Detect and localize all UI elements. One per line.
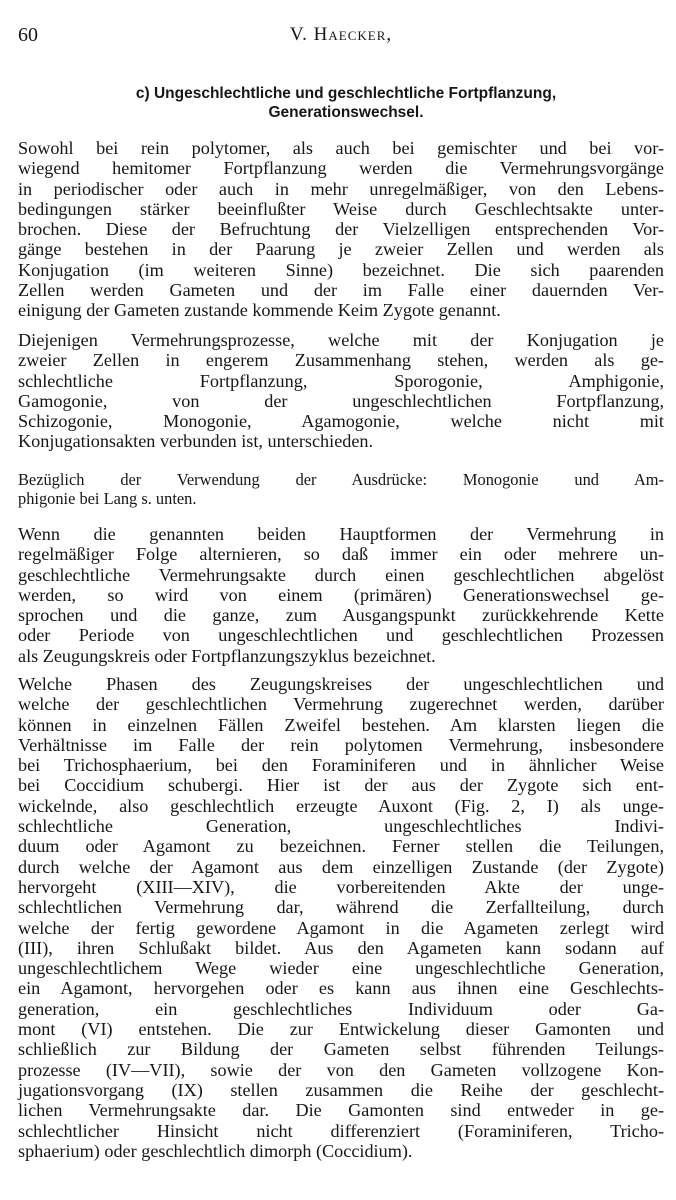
text-line: Diejenigen Vermehrungsprozesse, welche mit der Konjugation je xyxy=(18,330,664,350)
text-line: ungeschlechtlichem Wege wieder eine ungeschlechtliche Generation, xyxy=(18,958,664,979)
text-line: schließlich zur Bildung der Gameten selbst führenden Teilungs- xyxy=(18,1039,664,1060)
text-line: welche der geschlechtlichen Vermehrung zugerechnet werden, darüber xyxy=(18,694,664,715)
paragraph xyxy=(18,674,664,1161)
text-line: sphaerium) oder geschlechtlich dimorph (Coccidium). xyxy=(18,1140,413,1161)
heading-line: Generationswechsel. xyxy=(268,104,424,121)
text-line: Zellen werden Gameten und der im Falle einer dauernden Ver- xyxy=(18,280,664,301)
text-line: bei Trichosphaerium, bei den Foraminiferen und in ähnlicher Weise xyxy=(18,755,664,776)
paragraph xyxy=(18,524,664,666)
text-line: wickelnde, also geschlechtlich erzeugte Auxont (Fig. 2, I) als unge- xyxy=(18,795,664,816)
text-line: Wenn die genannten beiden Hauptformen der Vermehrung in xyxy=(18,524,664,544)
text-line: schlechtliche Generation, ungeschlechtliches Indivi- xyxy=(18,816,664,837)
text-line: phigonie bei Lang s. unten. xyxy=(18,489,197,508)
text-line: bedingungen stärker beeinflußter Weise durch Geschlechtsakte unter- xyxy=(18,198,664,219)
text-line: in periodischer oder auch in mehr unregelmäßiger, von den Lebens- xyxy=(18,178,664,199)
text-line: schlechtliche Fortpflanzung, Sporogonie, Amphigonie, xyxy=(18,370,664,391)
text-line: regelmäßiger Folge alternieren, so daß immer ein oder mehrere un- xyxy=(18,544,664,565)
text-line: welche der fertig gewordene Agamont in die Agameten zerlegt wird xyxy=(18,917,664,938)
text-line: Konjugationsakten verbunden ist, unterschieden. xyxy=(18,431,374,452)
text-line: gänge bestehen in der Paarung je zweier Zellen und werden als xyxy=(18,239,664,260)
page-number: 60 xyxy=(18,24,38,46)
text-line: Gamogonie, von der ungeschlechtlichen Fortpflanzung, xyxy=(18,390,664,411)
text-line: Schizogonie, Monogonie, Agamogonie, welche nicht mit xyxy=(18,411,664,432)
text-line: hervorgeht (XIII—XIV), die vorbereitenden Akte der unge- xyxy=(18,876,664,897)
text-line: Welche Phasen des Zeugungskreises der ungeschlechtlichen und xyxy=(18,674,664,694)
text-line: generation, ein geschlechtliches Individuum oder Ga- xyxy=(18,998,664,1019)
heading-line: c) Ungeschlechtliche und geschlechtliche Fortpflanzung, xyxy=(135,85,557,102)
text-line: duum oder Agamont zu bezeichnen. Ferner stellen die Teilungen, xyxy=(18,836,664,857)
page-header xyxy=(18,24,664,48)
text-line: ein Agamont, hervorgehen oder es kann aus ihnen eine Geschlechts- xyxy=(18,978,664,999)
text-line: (III), ihren Schlußakt bildet. Aus den Agameten kann sodann auf xyxy=(18,937,664,958)
document-page xyxy=(18,0,664,1200)
text-line: einigung der Gameten zustande kommende Keim Zygote genannt. xyxy=(18,300,501,321)
note-paragraph xyxy=(18,470,664,508)
text-line: als Zeugungskreis oder Fortpflanzungszyklus bezeichnet. xyxy=(18,645,436,666)
text-line: wiegend hemitomer Fortpflanzung werden die Vermehrungsvorgänge xyxy=(18,158,664,179)
text-line: Verhältnisse im Falle der rein polytomen Vermehrung, insbesondere xyxy=(18,734,664,755)
text-line: schlechtlichen Vermehrung dar, während die Zerfallteilung, durch xyxy=(18,897,664,918)
text-line: durch welche der Agamont aus dem einzelligen Zustande (der Zygote) xyxy=(18,856,664,877)
running-head: V. Haecker, xyxy=(289,24,393,45)
text-line: Sowohl bei rein polytomer, als auch bei gemischter und bei vor- xyxy=(18,138,664,158)
paragraph xyxy=(18,138,664,321)
text-line: geschlechtliche Vermehrungsakte durch einen geschlechtlichen abgelöst xyxy=(18,564,664,585)
text-line: werden, so wird von einem (primären) Generationswechsel ge- xyxy=(18,584,664,605)
paragraph xyxy=(18,330,664,452)
text-line: mont (VI) entstehen. Die zur Entwickelung dieser Gamonten und xyxy=(18,1019,664,1040)
text-line: brochen. Diese der Befruchtung der Vielzelligen entsprechenden Vor- xyxy=(18,219,664,240)
text-line: Konjugation (im weiteren Sinne) bezeichnet. Die sich paarenden xyxy=(18,259,664,280)
text-line: schlechtlicher Hinsicht nicht differenziert (Foraminiferen, Tricho- xyxy=(18,1120,664,1141)
text-line: sprochen und die ganze, zum Ausgangspunkt zurückkehrende Kette xyxy=(18,605,664,626)
text-line: prozesse (IV—VII), sowie der von den Gameten vollzogene Kon- xyxy=(18,1059,664,1080)
section-heading xyxy=(68,84,624,122)
text-line: oder Periode von ungeschlechtlichen und geschlechtlichen Prozessen xyxy=(18,625,664,646)
text-line: können in einzelnen Fällen Zweifel bestehen. Am klarsten liegen die xyxy=(18,714,664,735)
text-line: lichen Vermehrungsakte dar. Die Gamonten sind entweder in ge- xyxy=(18,1100,664,1121)
text-line: Bezüglich der Verwendung der Ausdrücke: Monogonie und Am- xyxy=(18,470,664,489)
text-line: zweier Zellen in engerem Zusammenhang stehen, werden als ge- xyxy=(18,350,664,371)
text-line: jugationsvorgang (IX) stellen zusammen die Reihe der geschlecht- xyxy=(18,1079,664,1100)
text-line: bei Coccidium schubergi. Hier ist der aus der Zygote sich ent- xyxy=(18,775,664,796)
